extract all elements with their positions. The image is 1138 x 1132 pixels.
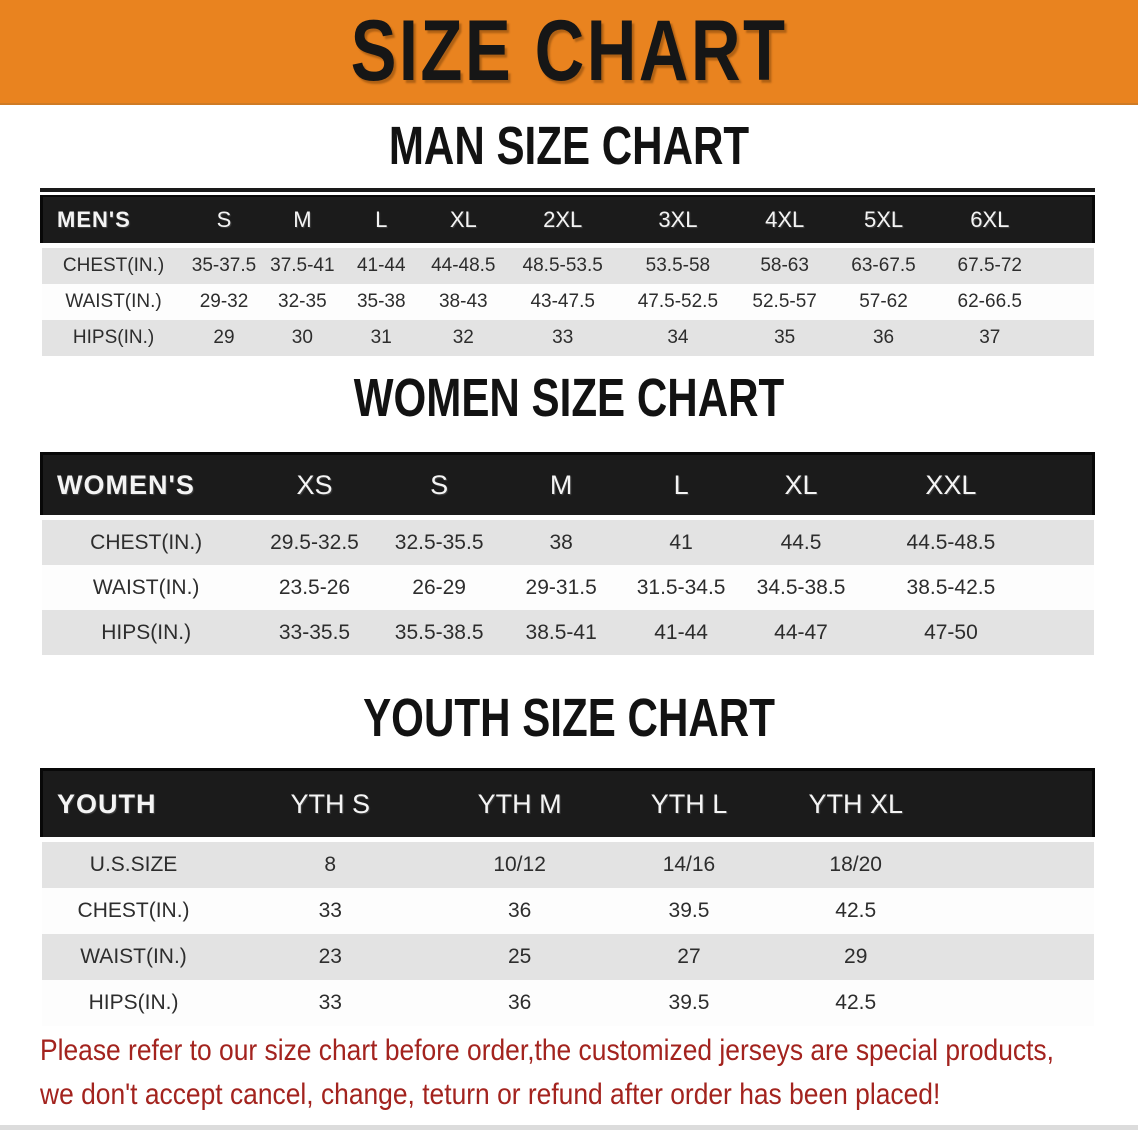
size-value: 29-31.5 (500, 565, 622, 610)
men-header-row (42, 196, 1094, 246)
men-group-header: MEN'S (42, 196, 186, 246)
size-value: 8 (226, 840, 435, 889)
row-label: U.S.SIZE (42, 840, 226, 889)
size-value: 23 (226, 934, 435, 980)
col-header: XL (420, 196, 506, 246)
filler-cell (1040, 454, 1094, 518)
bottom-edge-strip (0, 1125, 1138, 1130)
size-value: 67.5-72 (935, 246, 1045, 285)
filler-cell (938, 840, 1094, 889)
size-value: 47.5-52.5 (619, 284, 737, 320)
row-label: HIPS(IN.) (42, 320, 186, 356)
size-value: 36 (435, 888, 604, 934)
filler-cell (1045, 320, 1094, 356)
size-value: 35.5-38.5 (378, 610, 500, 655)
col-header: 3XL (619, 196, 737, 246)
size-value: 44.5 (740, 518, 862, 566)
col-header: XXL (862, 454, 1040, 518)
size-value: 44.5-48.5 (862, 518, 1040, 566)
size-value: 35-38 (342, 284, 420, 320)
size-value: 36 (435, 980, 604, 1026)
size-value: 33 (226, 888, 435, 934)
size-value: 41-44 (342, 246, 420, 285)
col-header: YTH XL (774, 770, 938, 840)
size-value: 36 (833, 320, 935, 356)
size-value: 10/12 (435, 840, 604, 889)
row-label: CHEST(IN.) (42, 246, 186, 285)
row-label: WAIST(IN.) (42, 565, 251, 610)
col-header: YTH M (435, 770, 604, 840)
col-header: YTH L (604, 770, 773, 840)
filler-cell (1040, 610, 1094, 655)
size-value: 39.5 (604, 980, 773, 1026)
filler-cell (1045, 196, 1094, 246)
table-row (42, 246, 1094, 285)
size-value: 31.5-34.5 (622, 565, 740, 610)
size-value: 38.5-41 (500, 610, 622, 655)
disclaimer-line-2: we don't accept cancel, change, teturn or refund after order has been placed! (40, 1078, 941, 1111)
size-value: 29 (186, 320, 263, 356)
table-row (42, 320, 1094, 356)
banner-title: SIZE CHART (350, 3, 788, 99)
size-value: 35-37.5 (186, 246, 263, 285)
col-header: L (342, 196, 420, 246)
size-value: 63-67.5 (833, 246, 935, 285)
table-row (42, 980, 1094, 1026)
row-label: HIPS(IN.) (42, 610, 251, 655)
col-header: S (186, 196, 263, 246)
col-header: 2XL (506, 196, 619, 246)
size-value: 23.5-26 (251, 565, 378, 610)
women-size-table (40, 452, 1095, 655)
size-value: 52.5-57 (737, 284, 833, 320)
size-value: 58-63 (737, 246, 833, 285)
size-value: 53.5-58 (619, 246, 737, 285)
filler-cell (1040, 565, 1094, 610)
row-label: WAIST(IN.) (42, 934, 226, 980)
size-value: 14/16 (604, 840, 773, 889)
row-label: CHEST(IN.) (42, 518, 251, 566)
table-row (42, 934, 1094, 980)
filler-cell (1045, 284, 1094, 320)
col-header: 6XL (935, 196, 1045, 246)
youth-size-table-wrap (40, 768, 1095, 1026)
col-header: S (378, 454, 500, 518)
size-value: 44-48.5 (420, 246, 506, 285)
men-size-table-wrap (40, 188, 1095, 356)
women-size-table-wrap (40, 452, 1095, 655)
size-value: 42.5 (774, 888, 938, 934)
size-value: 34.5-38.5 (740, 565, 862, 610)
col-header: XS (251, 454, 378, 518)
size-value: 26-29 (378, 565, 500, 610)
size-value: 32-35 (262, 284, 342, 320)
filler-cell (938, 770, 1094, 840)
size-value: 62-66.5 (935, 284, 1045, 320)
row-label: WAIST(IN.) (42, 284, 186, 320)
filler-cell (938, 980, 1094, 1026)
filler-cell (938, 934, 1094, 980)
youth-section-title: YOUTH SIZE CHART (363, 688, 775, 748)
men-section-title: MAN SIZE CHART (388, 116, 750, 176)
size-value: 39.5 (604, 888, 773, 934)
col-header: M (500, 454, 622, 518)
size-value: 47-50 (862, 610, 1040, 655)
col-header: YTH S (226, 770, 435, 840)
size-value: 42.5 (774, 980, 938, 1026)
size-value: 29-32 (186, 284, 263, 320)
size-value: 18/20 (774, 840, 938, 889)
row-label: CHEST(IN.) (42, 888, 226, 934)
women-section-title: WOMEN SIZE CHART (353, 368, 785, 428)
size-value: 38-43 (420, 284, 506, 320)
table-row (42, 284, 1094, 320)
size-value: 27 (604, 934, 773, 980)
youth-header-row (42, 770, 1094, 840)
col-header: M (262, 196, 342, 246)
size-value: 38.5-42.5 (862, 565, 1040, 610)
size-value: 29.5-32.5 (251, 518, 378, 566)
size-value: 30 (262, 320, 342, 356)
youth-group-header: YOUTH (42, 770, 226, 840)
size-value: 32 (420, 320, 506, 356)
youth-size-table (40, 768, 1095, 1026)
size-value: 34 (619, 320, 737, 356)
men-size-table (40, 195, 1095, 356)
filler-cell (1045, 246, 1094, 285)
table-row (42, 840, 1094, 889)
col-header: 5XL (833, 196, 935, 246)
women-header-row (42, 454, 1094, 518)
table-row (42, 610, 1094, 655)
size-value: 38 (500, 518, 622, 566)
col-header: 4XL (737, 196, 833, 246)
col-header: XL (740, 454, 862, 518)
size-value: 37 (935, 320, 1045, 356)
size-value: 41-44 (622, 610, 740, 655)
size-value: 57-62 (833, 284, 935, 320)
row-label: HIPS(IN.) (42, 980, 226, 1026)
size-value: 33 (226, 980, 435, 1026)
size-value: 37.5-41 (262, 246, 342, 285)
size-value: 33-35.5 (251, 610, 378, 655)
col-header: L (622, 454, 740, 518)
size-value: 44-47 (740, 610, 862, 655)
size-value: 35 (737, 320, 833, 356)
size-value: 29 (774, 934, 938, 980)
filler-cell (1040, 518, 1094, 566)
table-row (42, 565, 1094, 610)
size-value: 41 (622, 518, 740, 566)
table-row (42, 518, 1094, 566)
size-value: 25 (435, 934, 604, 980)
disclaimer-line-1: Please refer to our size chart before order,the customized jerseys are special products, (40, 1034, 1054, 1067)
banner (0, 0, 1138, 105)
size-value: 43-47.5 (506, 284, 619, 320)
women-group-header: WOMEN'S (42, 454, 251, 518)
size-value: 33 (506, 320, 619, 356)
table-row (42, 888, 1094, 934)
filler-cell (938, 888, 1094, 934)
size-value: 48.5-53.5 (506, 246, 619, 285)
size-value: 32.5-35.5 (378, 518, 500, 566)
size-value: 31 (342, 320, 420, 356)
